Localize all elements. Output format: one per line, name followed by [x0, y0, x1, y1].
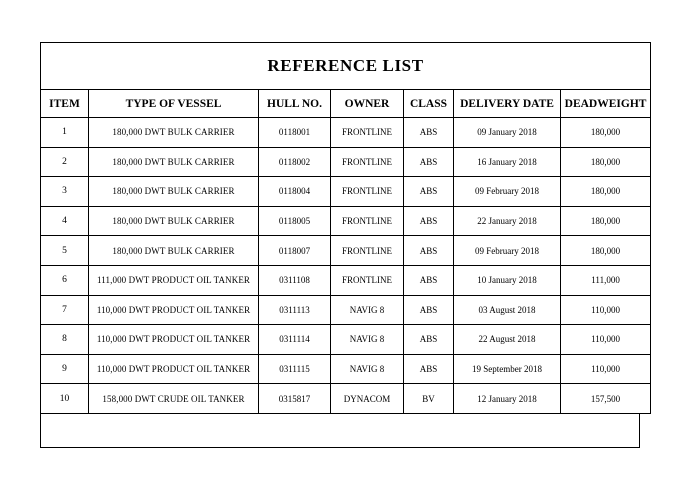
cell-delivery-date: 16 January 2018 [454, 147, 561, 177]
cell-item: 1 [41, 118, 89, 148]
cell-deadweight: 111,000 [561, 265, 651, 295]
column-header-class: CLASS [404, 90, 454, 118]
column-header-item: ITEM [41, 90, 89, 118]
cell-delivery-date: 12 January 2018 [454, 384, 561, 414]
cell-deadweight: 180,000 [561, 206, 651, 236]
table-row [41, 384, 651, 414]
cell-delivery-date: 09 February 2018 [454, 236, 561, 266]
cell-hull-no: 0118004 [259, 177, 331, 207]
cell-delivery-date: 22 August 2018 [454, 325, 561, 355]
table-row [41, 325, 651, 355]
cell-deadweight: 157,500 [561, 384, 651, 414]
column-header-owner: OWNER [331, 90, 404, 118]
cell-item: 6 [41, 265, 89, 295]
column-header-delivery-date: DELIVERY DATE [454, 90, 561, 118]
cell-item: 10 [41, 384, 89, 414]
cell-deadweight: 110,000 [561, 295, 651, 325]
cell-delivery-date: 22 January 2018 [454, 206, 561, 236]
cell-class: ABS [404, 118, 454, 148]
cell-delivery-date: 09 February 2018 [454, 177, 561, 207]
cell-deadweight: 180,000 [561, 177, 651, 207]
cell-type-of-vessel: 111,000 DWT PRODUCT OIL TANKER [89, 265, 259, 295]
column-header-deadweight: DEADWEIGHT [561, 90, 651, 118]
cell-deadweight: 180,000 [561, 118, 651, 148]
cell-class: ABS [404, 325, 454, 355]
cell-deadweight: 180,000 [561, 236, 651, 266]
cell-owner: FRONTLINE [331, 206, 404, 236]
cell-item: 3 [41, 177, 89, 207]
cell-owner: FRONTLINE [331, 236, 404, 266]
table-row [41, 206, 651, 236]
column-header-hull-no: HULL NO. [259, 90, 331, 118]
cell-type-of-vessel: 180,000 DWT BULK CARRIER [89, 118, 259, 148]
cell-type-of-vessel: 110,000 DWT PRODUCT OIL TANKER [89, 295, 259, 325]
reference-list-table [40, 42, 651, 414]
cell-type-of-vessel: 180,000 DWT BULK CARRIER [89, 147, 259, 177]
cell-deadweight: 110,000 [561, 325, 651, 355]
table-row [41, 265, 651, 295]
cell-owner: FRONTLINE [331, 177, 404, 207]
cell-type-of-vessel: 110,000 DWT PRODUCT OIL TANKER [89, 325, 259, 355]
table-row [41, 354, 651, 384]
cell-class: ABS [404, 265, 454, 295]
cell-item: 9 [41, 354, 89, 384]
cell-deadweight: 180,000 [561, 147, 651, 177]
cell-hull-no: 0118007 [259, 236, 331, 266]
table-row [41, 177, 651, 207]
cell-class: ABS [404, 354, 454, 384]
cell-owner: FRONTLINE [331, 118, 404, 148]
cell-class: ABS [404, 177, 454, 207]
reference-list-document [40, 42, 647, 448]
cell-hull-no: 0311113 [259, 295, 331, 325]
table-header-row [41, 90, 651, 118]
cell-hull-no: 0118002 [259, 147, 331, 177]
cell-delivery-date: 10 January 2018 [454, 265, 561, 295]
table-row [41, 118, 651, 148]
cell-item: 2 [41, 147, 89, 177]
title-row [41, 43, 651, 90]
cell-delivery-date: 09 January 2018 [454, 118, 561, 148]
cell-owner: NAVIG 8 [331, 354, 404, 384]
cell-class: ABS [404, 147, 454, 177]
cell-class: ABS [404, 295, 454, 325]
cell-hull-no: 0118001 [259, 118, 331, 148]
table-row [41, 147, 651, 177]
cell-item: 5 [41, 236, 89, 266]
cell-hull-no: 0311108 [259, 265, 331, 295]
cell-hull-no: 0315817 [259, 384, 331, 414]
page-title: REFERENCE LIST [41, 43, 651, 90]
cell-hull-no: 0118005 [259, 206, 331, 236]
column-header-type-of-vessel: TYPE OF VESSEL [89, 90, 259, 118]
table-bottom-spacer [40, 414, 640, 448]
cell-type-of-vessel: 158,000 DWT CRUDE OIL TANKER [89, 384, 259, 414]
cell-hull-no: 0311115 [259, 354, 331, 384]
cell-delivery-date: 03 August 2018 [454, 295, 561, 325]
cell-type-of-vessel: 180,000 DWT BULK CARRIER [89, 177, 259, 207]
cell-hull-no: 0311114 [259, 325, 331, 355]
cell-class: BV [404, 384, 454, 414]
cell-item: 4 [41, 206, 89, 236]
cell-class: ABS [404, 236, 454, 266]
cell-type-of-vessel: 180,000 DWT BULK CARRIER [89, 206, 259, 236]
table-row [41, 236, 651, 266]
cell-item: 7 [41, 295, 89, 325]
cell-deadweight: 110,000 [561, 354, 651, 384]
cell-type-of-vessel: 180,000 DWT BULK CARRIER [89, 236, 259, 266]
cell-owner: DYNACOM [331, 384, 404, 414]
cell-type-of-vessel: 110,000 DWT PRODUCT OIL TANKER [89, 354, 259, 384]
cell-owner: FRONTLINE [331, 265, 404, 295]
cell-delivery-date: 19 September 2018 [454, 354, 561, 384]
cell-owner: NAVIG 8 [331, 325, 404, 355]
cell-item: 8 [41, 325, 89, 355]
table-row [41, 295, 651, 325]
cell-owner: FRONTLINE [331, 147, 404, 177]
cell-class: ABS [404, 206, 454, 236]
cell-owner: NAVIG 8 [331, 295, 404, 325]
